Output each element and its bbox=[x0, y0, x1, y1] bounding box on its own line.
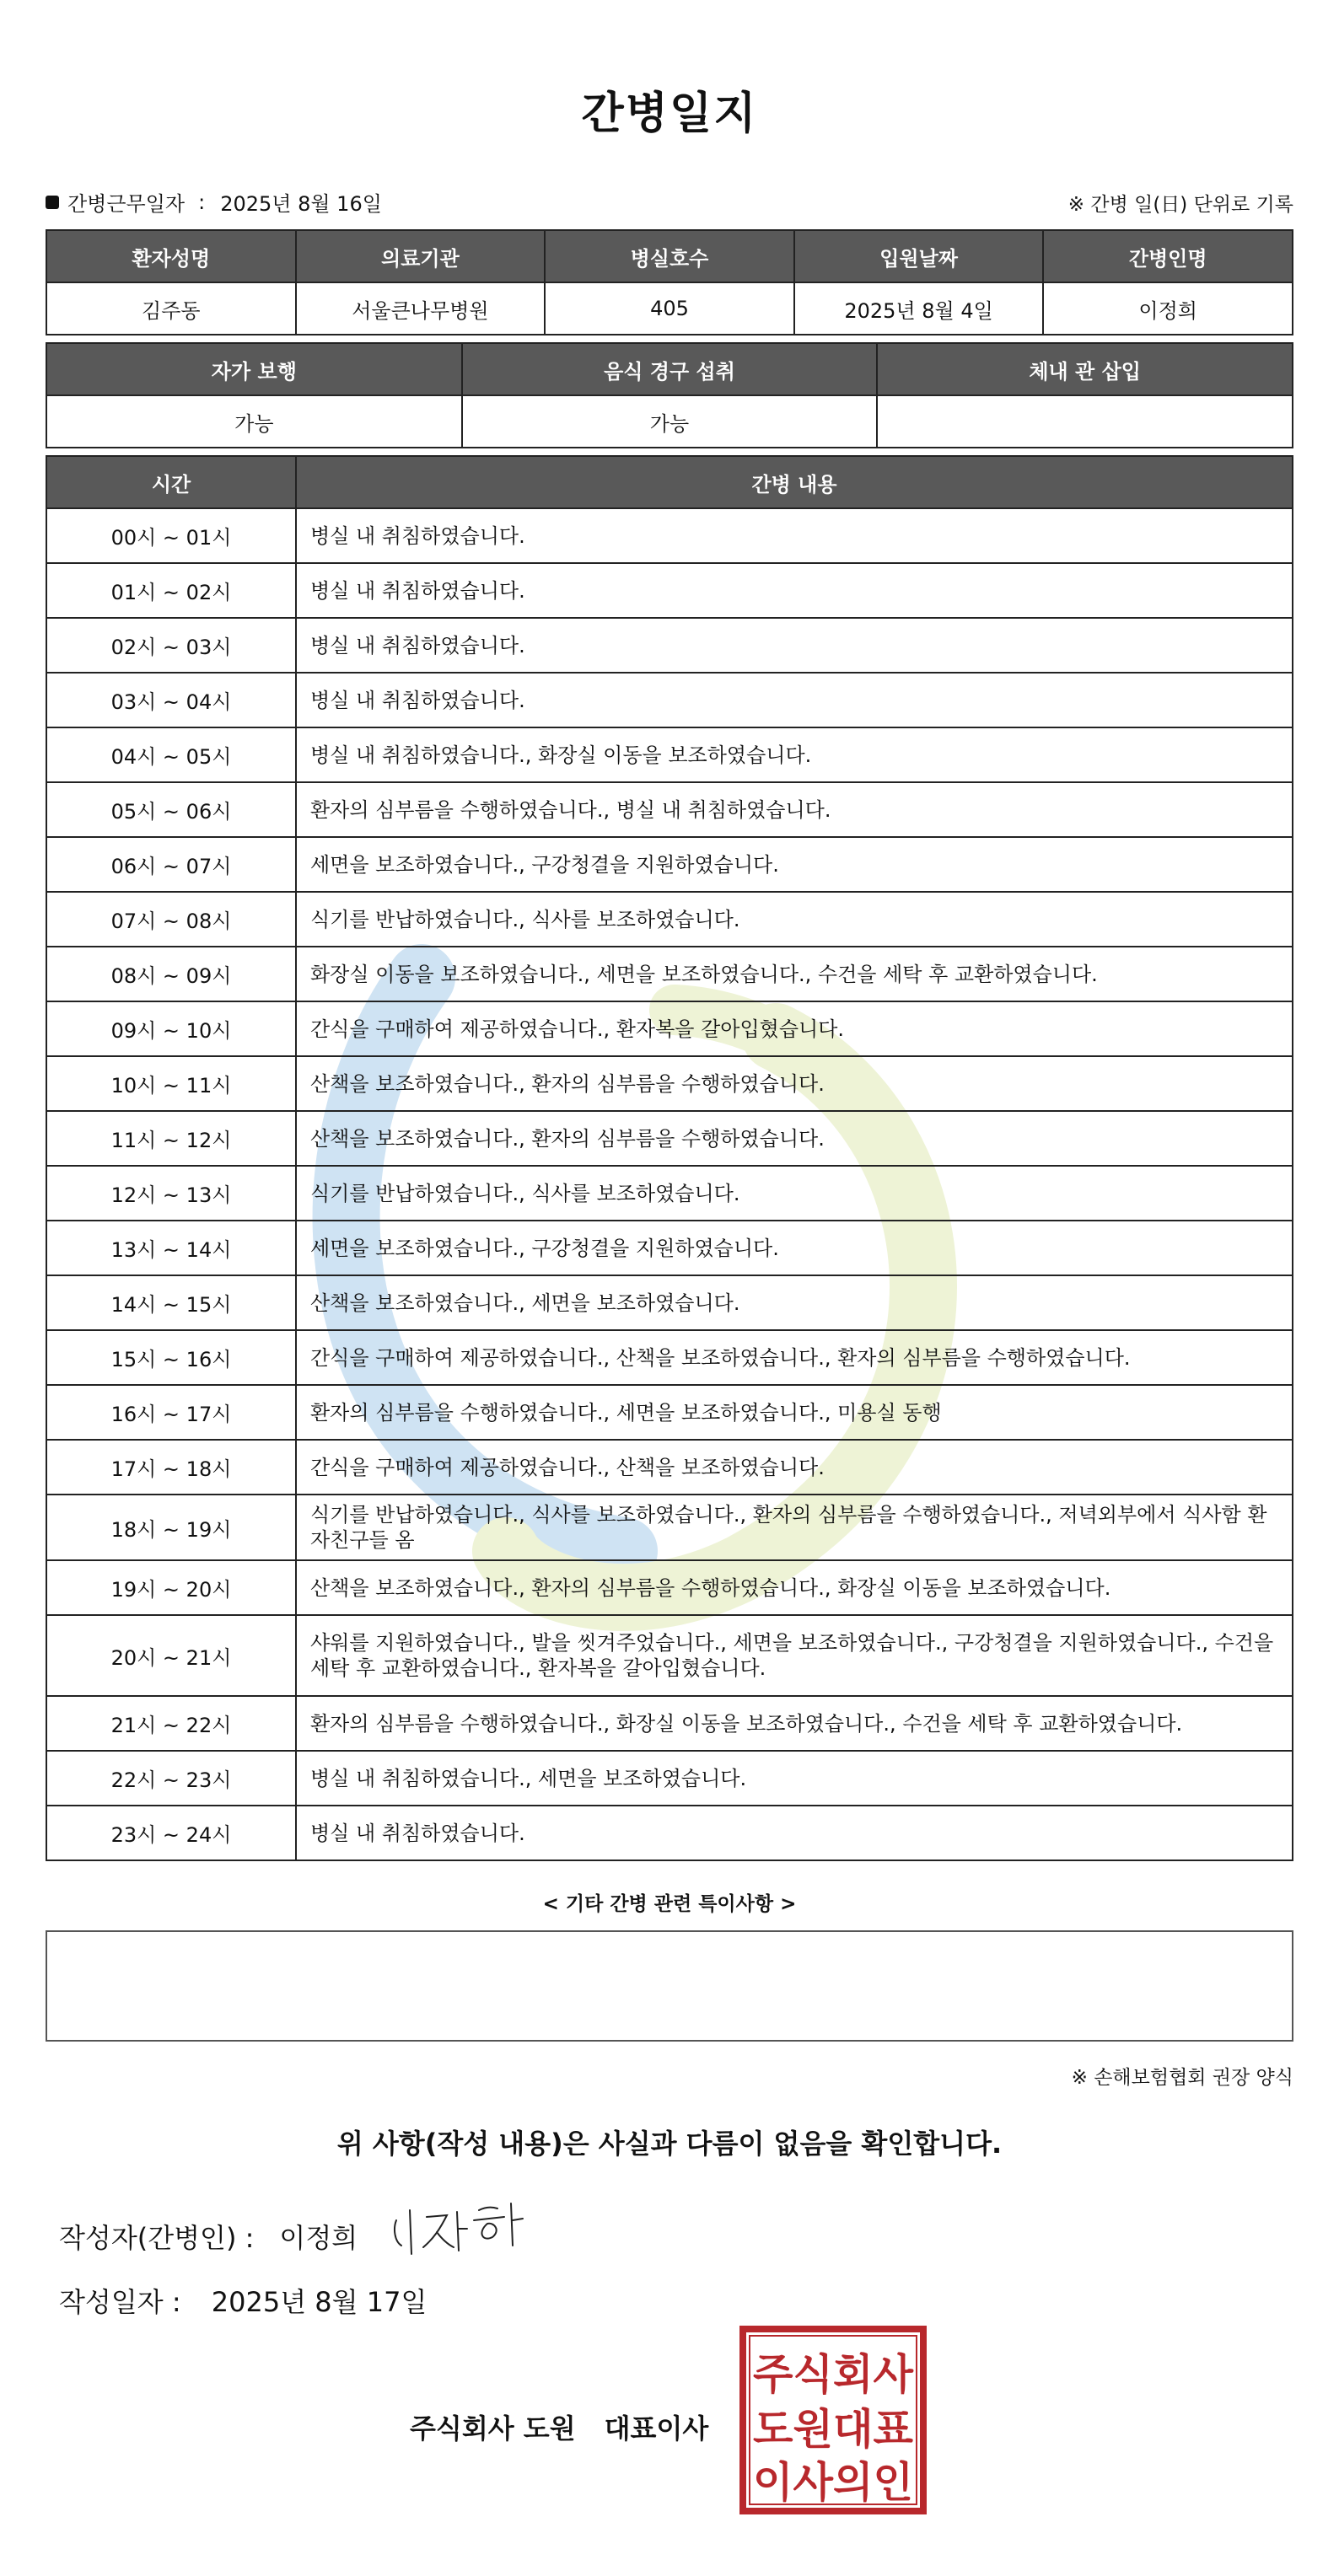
header-caregiver-name: 간병인명 bbox=[1043, 230, 1293, 282]
care-log-row bbox=[46, 1751, 1293, 1806]
representative-title: 대표이사 bbox=[604, 2412, 709, 2445]
company-seal-stamp bbox=[739, 2325, 928, 2515]
care-log-content: 식기를 반납하였습니다., 식사를 보조하였습니다. bbox=[296, 892, 1293, 947]
bullet-square-icon bbox=[46, 196, 59, 209]
care-log-content: 환자의 심부름을 수행하였습니다., 세면을 보조하였습니다., 미용실 동행 bbox=[296, 1385, 1293, 1440]
care-log-row bbox=[46, 1275, 1293, 1330]
work-date bbox=[46, 187, 382, 217]
care-log-time: 12시 ~ 13시 bbox=[46, 1166, 296, 1221]
care-log-row bbox=[46, 1615, 1293, 1696]
care-log-time: 07시 ~ 08시 bbox=[46, 892, 296, 947]
care-log-time: 17시 ~ 18시 bbox=[46, 1440, 296, 1495]
seal-text-line: 이사의인 bbox=[753, 2458, 913, 2507]
header-hospital: 의료기관 bbox=[296, 230, 546, 282]
care-log-row bbox=[46, 947, 1293, 1001]
header-tube-insertion: 체내 관 삽입 bbox=[877, 343, 1293, 395]
patient-info-table bbox=[46, 229, 1293, 335]
header-self-walking: 자가 보행 bbox=[46, 343, 462, 395]
care-log-content: 산책을 보조하였습니다., 환자의 심부름을 수행하였습니다. bbox=[296, 1056, 1293, 1111]
care-log-row bbox=[46, 1440, 1293, 1495]
care-log-row bbox=[46, 1696, 1293, 1751]
patient-status-header-row bbox=[46, 343, 1293, 395]
work-date-separator: : bbox=[198, 190, 206, 214]
care-log-content: 간식을 구매하여 제공하였습니다., 산책을 보조하였습니다., 환자의 심부름을 수행하였습니다. bbox=[296, 1330, 1293, 1385]
care-log-time: 01시 ~ 02시 bbox=[46, 563, 296, 618]
care-log-row bbox=[46, 727, 1293, 782]
care-log-time: 11시 ~ 12시 bbox=[46, 1111, 296, 1166]
special-notes-box bbox=[46, 1930, 1293, 2042]
seal-text-line: 주식회사 bbox=[753, 2350, 914, 2399]
care-log-content: 병실 내 취침하였습니다. bbox=[296, 618, 1293, 673]
work-date-label: 간병근무일자 bbox=[67, 192, 186, 216]
care-log-row bbox=[46, 892, 1293, 947]
care-log-content: 환자의 심부름을 수행하였습니다., 화장실 이동을 보조하였습니다., 수건을 세탁 후 교환하였습니다. bbox=[296, 1696, 1293, 1751]
care-log-row bbox=[46, 1560, 1293, 1615]
hospital-name: 서울큰나무병원 bbox=[296, 282, 546, 335]
care-log-content: 화장실 이동을 보조하였습니다., 세면을 보조하였습니다., 수건을 세탁 후 교환하였습니다. bbox=[296, 947, 1293, 1001]
care-log-time: 04시 ~ 05시 bbox=[46, 727, 296, 782]
tube-insertion-value bbox=[877, 395, 1293, 448]
care-log-content: 세면을 보조하였습니다., 구강청결을 지원하였습니다. bbox=[296, 837, 1293, 892]
oral-intake-value: 가능 bbox=[462, 395, 878, 448]
care-log-content: 병실 내 취침하였습니다. bbox=[296, 563, 1293, 618]
patient-info-value-row bbox=[46, 282, 1293, 335]
care-log-content: 산책을 보조하였습니다., 환자의 심부름을 수행하였습니다. bbox=[296, 1111, 1293, 1166]
header-care-content: 간병 내용 bbox=[296, 456, 1293, 508]
patient-status-value-row bbox=[46, 395, 1293, 448]
care-log-header-row bbox=[46, 456, 1293, 508]
care-log-row bbox=[46, 563, 1293, 618]
care-log-time: 00시 ~ 01시 bbox=[46, 508, 296, 563]
confirmation-statement: 위 사항(작성 내용)은 사실과 다름이 없음을 확인합니다. bbox=[336, 2128, 1003, 2160]
work-date-value: 2025년 8월 16일 bbox=[220, 192, 382, 216]
care-log-row bbox=[46, 1111, 1293, 1166]
caregiver-name: 이정희 bbox=[1043, 282, 1293, 335]
write-date-label: 작성일자 : bbox=[59, 2286, 181, 2318]
company-line bbox=[410, 2407, 708, 2446]
care-log-row bbox=[46, 1806, 1293, 1860]
company-name: 주식회사 도원 bbox=[410, 2412, 576, 2445]
care-log-time: 06시 ~ 07시 bbox=[46, 837, 296, 892]
care-log-content: 병실 내 취침하였습니다., 화장실 이동을 보조하였습니다. bbox=[296, 727, 1293, 782]
care-log-row bbox=[46, 1385, 1293, 1440]
care-log-content: 식기를 반납하였습니다., 식사를 보조하였습니다., 환자의 심부름을 수행하였습니다., 저녁외부에서 식사함 환자친구들 옴 bbox=[296, 1495, 1293, 1560]
patient-name: 김주동 bbox=[46, 282, 296, 335]
care-log-content: 간식을 구매하여 제공하였습니다., 환자복을 갈아입혔습니다. bbox=[296, 1001, 1293, 1056]
care-log-content: 산책을 보조하였습니다., 환자의 심부름을 수행하였습니다., 화장실 이동을 보조하였습니다. bbox=[296, 1560, 1293, 1615]
care-log-row bbox=[46, 1166, 1293, 1221]
care-log-time: 22시 ~ 23시 bbox=[46, 1751, 296, 1806]
insurance-note: ※ 손해보험협회 권장 양식 bbox=[1071, 2067, 1293, 2089]
care-log-time: 23시 ~ 24시 bbox=[46, 1806, 296, 1860]
write-date-value: 2025년 8월 17일 bbox=[211, 2286, 428, 2318]
care-log-row bbox=[46, 837, 1293, 892]
care-log-row bbox=[46, 673, 1293, 727]
patient-info-header-row bbox=[46, 230, 1293, 282]
header-admission-date: 입원날짜 bbox=[794, 230, 1044, 282]
care-log-time: 13시 ~ 14시 bbox=[46, 1221, 296, 1275]
care-log-content: 식기를 반납하였습니다., 식사를 보조하였습니다. bbox=[296, 1166, 1293, 1221]
care-log-content: 병실 내 취침하였습니다. bbox=[296, 673, 1293, 727]
writer-name: 이정희 bbox=[279, 2222, 358, 2254]
care-log-row bbox=[46, 1001, 1293, 1056]
header-room-number: 병실호수 bbox=[545, 230, 794, 282]
care-log-row bbox=[46, 1330, 1293, 1385]
special-notes-title: < 기타 간병 관련 특이사항 > bbox=[542, 1893, 797, 1915]
care-log-time: 05시 ~ 06시 bbox=[46, 782, 296, 837]
room-number: 405 bbox=[545, 282, 794, 335]
care-log-time: 18시 ~ 19시 bbox=[46, 1495, 296, 1560]
seal-text-line: 도원대표 bbox=[753, 2405, 914, 2454]
care-log-time: 10시 ~ 11시 bbox=[46, 1056, 296, 1111]
care-log-row bbox=[46, 1221, 1293, 1275]
care-log-body bbox=[46, 508, 1293, 1860]
care-log-row bbox=[46, 618, 1293, 673]
care-log-content: 산책을 보조하였습니다., 세면을 보조하였습니다. bbox=[296, 1275, 1293, 1330]
page-title: 간병일지 bbox=[581, 89, 758, 139]
care-log-content: 간식을 구매하여 제공하였습니다., 산책을 보조하였습니다. bbox=[296, 1440, 1293, 1495]
care-log-row bbox=[46, 1495, 1293, 1560]
care-log-time: 08시 ~ 09시 bbox=[46, 947, 296, 1001]
care-log-row bbox=[46, 508, 1293, 563]
care-log-row bbox=[46, 782, 1293, 837]
care-log-content: 병실 내 취침하였습니다., 세면을 보조하였습니다. bbox=[296, 1751, 1293, 1806]
header-time: 시간 bbox=[46, 456, 296, 508]
care-log-time: 02시 ~ 03시 bbox=[46, 618, 296, 673]
care-log-time: 03시 ~ 04시 bbox=[46, 673, 296, 727]
care-log-time: 14시 ~ 15시 bbox=[46, 1275, 296, 1330]
care-log-time: 21시 ~ 22시 bbox=[46, 1696, 296, 1751]
header-oral-intake: 음식 경구 섭취 bbox=[462, 343, 878, 395]
care-log-content: 병실 내 취침하였습니다. bbox=[296, 508, 1293, 563]
work-date-row bbox=[46, 187, 1293, 217]
care-log-content: 병실 내 취침하였습니다. bbox=[296, 1806, 1293, 1860]
writer-row bbox=[59, 2217, 358, 2256]
care-log-table bbox=[46, 455, 1293, 1861]
unit-note: ※ 간병 일(日) 단위로 기록 bbox=[1067, 194, 1293, 216]
self-walking-value: 가능 bbox=[46, 395, 462, 448]
care-log-time: 19시 ~ 20시 bbox=[46, 1560, 296, 1615]
care-log-time: 09시 ~ 10시 bbox=[46, 1001, 296, 1056]
care-log-content: 환자의 심부름을 수행하였습니다., 병실 내 취침하였습니다. bbox=[296, 782, 1293, 837]
care-log-content: 세면을 보조하였습니다., 구강청결을 지원하였습니다. bbox=[296, 1221, 1293, 1275]
admission-date: 2025년 8월 4일 bbox=[794, 282, 1044, 335]
care-log-row bbox=[46, 1056, 1293, 1111]
handwritten-signature bbox=[386, 2195, 530, 2262]
write-date-row bbox=[59, 2281, 427, 2320]
header-patient-name: 환자성명 bbox=[46, 230, 296, 282]
care-log-time: 16시 ~ 17시 bbox=[46, 1385, 296, 1440]
care-log-content: 샤워를 지원하였습니다., 발을 씻겨주었습니다., 세면을 보조하였습니다., 구강청결을 지원하였습니다., 수건을 세탁 후 교환하였습니다., 환자복을 갈아입혔습니다. bbox=[296, 1615, 1293, 1696]
care-log-time: 20시 ~ 21시 bbox=[46, 1615, 296, 1696]
writer-label: 작성자(간병인) : bbox=[59, 2222, 255, 2254]
care-log-time: 15시 ~ 16시 bbox=[46, 1330, 296, 1385]
patient-status-table bbox=[46, 342, 1293, 448]
